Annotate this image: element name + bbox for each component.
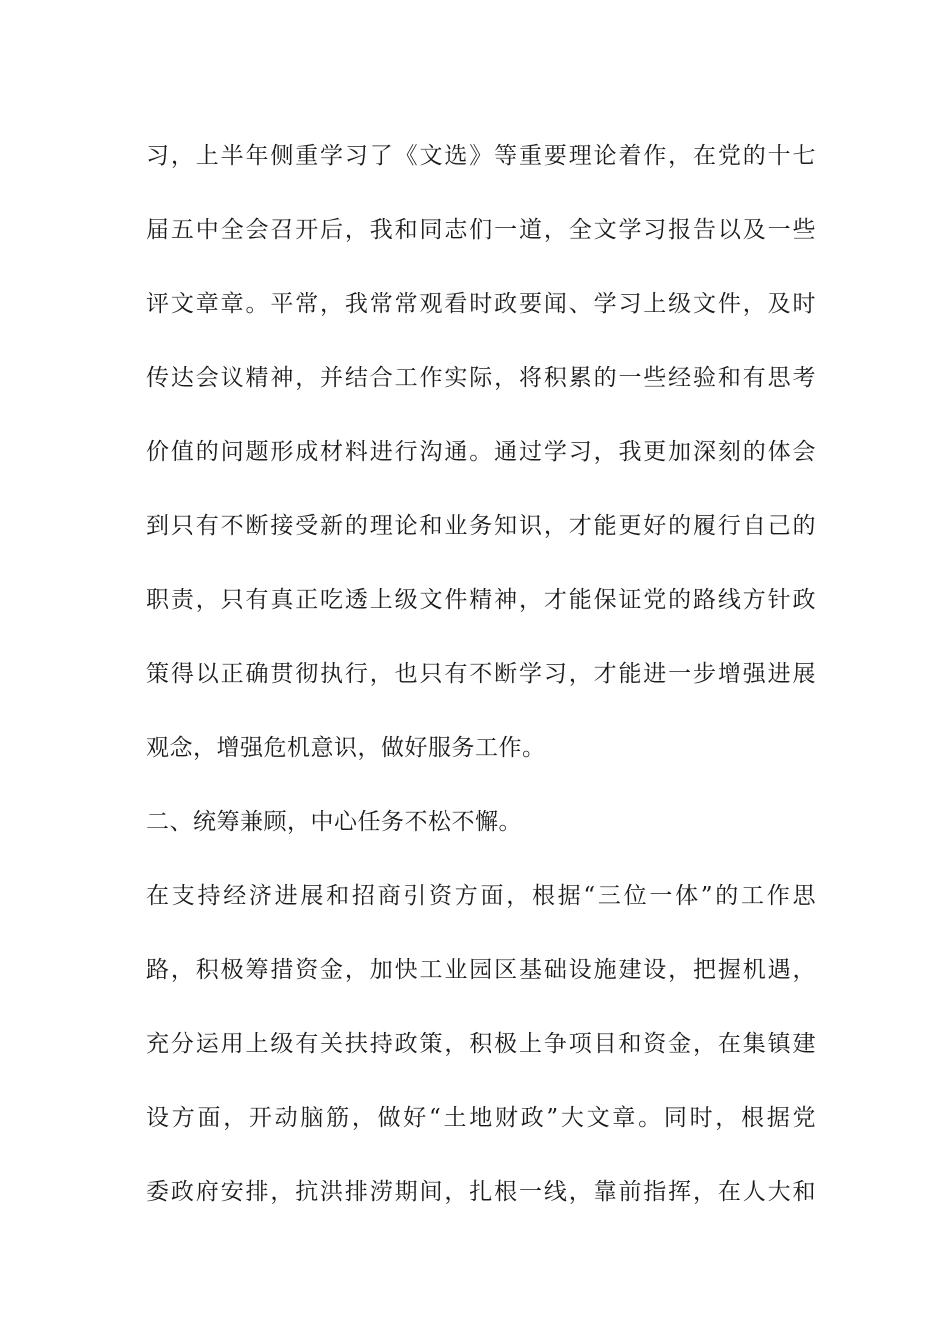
section-heading: 二、统筹兼顾，中心任务不松不懈。	[146, 809, 522, 835]
text-line: 在支持经济进展和招商引资方面，根据“三位一体”的工作思	[146, 883, 816, 909]
text-line: 策得以正确贯彻执行，也只有不断学习，才能进一步增强进展	[146, 661, 816, 687]
text-line: 充分运用上级有关扶持政策，积极上争项目和资金，在集镇建	[146, 1031, 816, 1057]
text-line: 路，积极筹措资金，加快工业园区基础设施建设，把握机遇，	[146, 957, 816, 983]
text-line: 委政府安排，抗洪排涝期间，扎根一线，靠前指挥，在人大和	[146, 1179, 816, 1205]
text-line: 习，上半年侧重学习了《文选》等重要理论着作，在党的十七	[146, 143, 816, 169]
text-line: 价值的问题形成材料进行沟通。通过学习，我更加深刻的体会	[146, 439, 816, 465]
text-line: 评文章章。平常，我常常观看时政要闻、学习上级文件，及时	[146, 291, 816, 317]
text-line: 到只有不断接受新的理论和业务知识，才能更好的履行自己的	[146, 513, 816, 539]
body-text	[146, 130, 816, 1240]
text-line: 届五中全会召开后，我和同志们一道，全文学习报告以及一些	[146, 217, 816, 243]
text-line: 设方面，开动脑筋，做好“土地财政”大文章。同时，根据党	[146, 1105, 816, 1131]
text-line: 观念，增强危机意识，做好服务工作。	[146, 735, 546, 761]
text-line: 职责，只有真正吃透上级文件精神，才能保证党的路线方针政	[146, 587, 816, 613]
text-line: 传达会议精神，并结合工作实际，将积累的一些经验和有思考	[146, 365, 816, 391]
